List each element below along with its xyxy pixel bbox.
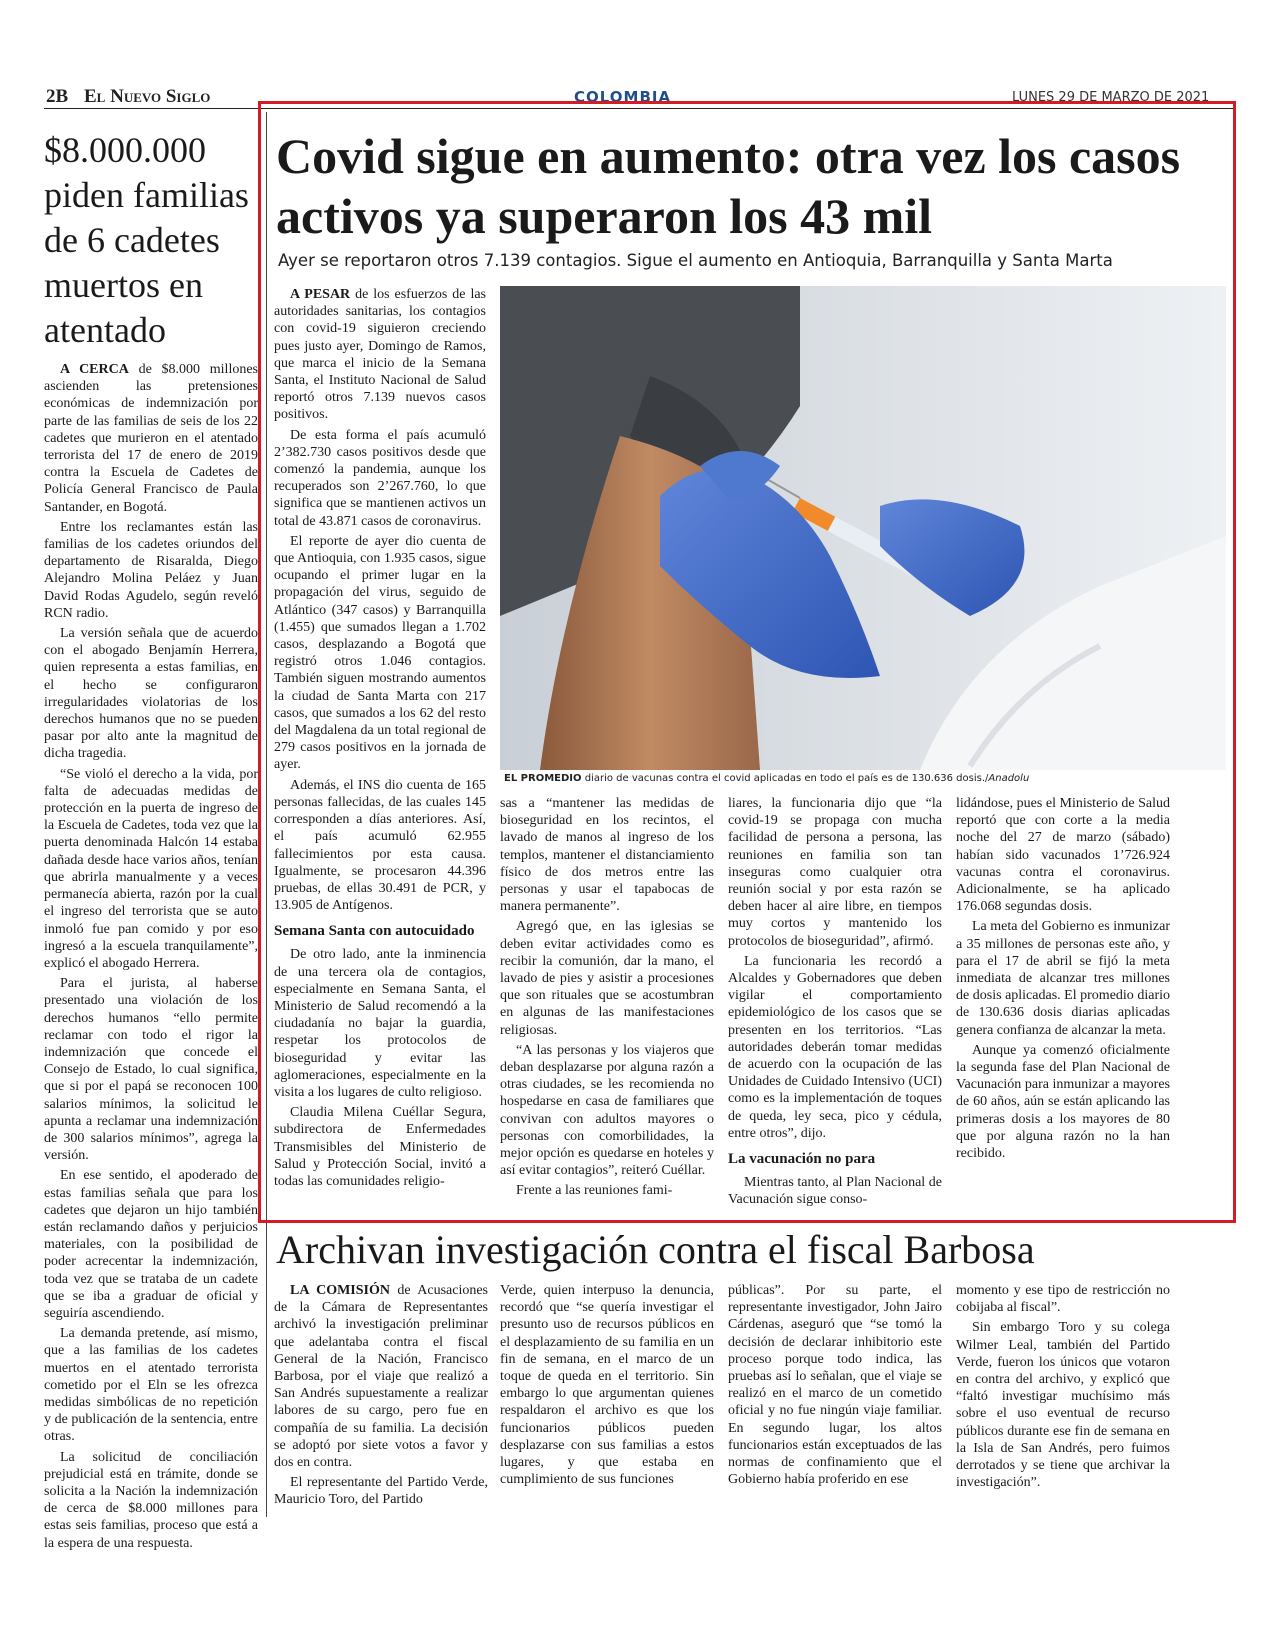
vaccination-photo — [500, 286, 1226, 770]
bottom-paragraph: El representante del Partido Verde, Mauricio Toro, del Partido — [274, 1475, 488, 1508]
subhead-vacunacion: La vacunación no para — [728, 1151, 876, 1168]
bottom-headline: Archivan investigación contra el fiscal Barbosa — [276, 1227, 1035, 1272]
main-paragraph: Frente a las reuniones fami- — [516, 1183, 673, 1199]
main-col-2 — [500, 795, 714, 1203]
main-paragraph: Claudia Milena Cuéllar Segura, subdirectora de Enfermedades Transmisibles del Ministerio de Salud y Protección Social, invitó a todas las comunidades religio- — [274, 1105, 486, 1189]
photo-credit: Anadolu — [988, 773, 1030, 784]
bottom-col-2 — [500, 1282, 714, 1491]
left-paragraph: En ese sentido, el apoderado de estas familias señala que para los cadetes que dejaron un hijo también están reclamando daños y perjuicios materiales, con la posibilidad de poder acrecentar la indemnización, toda vez que se trataba de un cadete que se iba a graduar de oficial y seguiría ascendiendo. — [44, 1168, 258, 1321]
bottom-col-1 — [274, 1282, 488, 1512]
bottom-paragraph: públicas”. Por su parte, el representante investigador, John Jairo Cárdenas, aseguró que “se tomó la decisión de declarar inhibitorio este proceso porque todo indica, las pruebas así lo señalan, que el viaje se realizó en el marco de un cometido oficial y no fue ningún viaje familiar. En segundo lugar, los altos funcionarios están exceptuados de las normas de confinamiento que el Gobierno había proferido en ese — [728, 1283, 942, 1488]
bottom-col-4 — [956, 1282, 1170, 1494]
left-paragraph: de $8.000 millones ascienden las pretensiones económicas de indemnización por parte de las familias de seis de los 22 cadetes que murieron en el atentado terrorista del 17 de enero de 2019 contra la Escuela de Cadetes de Policía General Francisco de Paula Santander, en Bogotá. — [44, 362, 258, 515]
main-deck: Ayer se reportaron otros 7.139 contagios. Sigue el aumento en Antioquia, Barranquilla y Santa Marta — [278, 251, 1113, 270]
main-paragraph: Aunque ya comenzó oficialmente la segunda fase del Plan Nacional de Vacunación para inmunizar a mayores de 60 años, aún se están aplicando las primeras dosis a los mayores de 80 que por alguna razón no la han recibido. — [956, 1042, 1170, 1162]
main-paragraph: La meta del Gobierno es inmunizar a 35 millones de personas este año, y para el 17 de abril se fijó la meta inmediata de alcanzar tres millones de dosis aplicadas. El promedio diario de 130.636 dosis diarias aplicadas genera confianza de alcanzar la meta. — [956, 919, 1170, 1038]
left-paragraph: La versión señala que de acuerdo con el abogado Benjamín Herrera, quien representa a estas familias, en el hecho se configuraron irregularidades violatorias de los derechos humanos que no se pueden pasar por alto ante la magnitud de dicha tragedia. — [44, 626, 258, 762]
left-paragraph: La solicitud de conciliación prejudicial está en trámite, donde se solicita a la Nación la indemnización de cerca de $8.000 millones para estas seis familias, proceso que está a la espera de una respuesta. — [44, 1449, 258, 1551]
main-paragraph: Mientras tanto, al Plan Nacional de Vacunación sigue conso- — [728, 1175, 942, 1208]
main-col-3 — [728, 795, 942, 1211]
dateline: LUNES 29 DE MARZO DE 2021 — [1012, 90, 1210, 105]
subhead-semana-santa: Semana Santa con autocuidado — [274, 923, 475, 940]
bottom-col-3 — [728, 1282, 942, 1491]
photo-caption — [504, 773, 1226, 784]
bottom-paragraph: de Acusaciones de la Cámara de Representantes archivó la investigación preliminar que adelantaba contra el fiscal General de la Nación, Francisco Barbosa, por el viaje que realizó a San Andrés supuestamente a realizar labores de su cargo, pero fue en compañía de su familia. La decisión se adoptó por siete votos a favor y dos en contra. — [274, 1283, 488, 1471]
left-paragraph: La demanda pretende, así mismo, que a las familias de los cadetes muertos en el atentado terrorista cometido por el Eln se les ofrezca medidas simbólicas de no repetición y de publicación de la sentencia, entre otras. — [44, 1326, 258, 1445]
main-paragraph: sas a “mantener las medidas de bioseguridad en los recintos, el lavado de manos al ingreso de los templos, mantener el distanciamiento físico de dos metros entre las personas y usar el tapabocas de manera permanente”. — [500, 796, 714, 915]
caption-text: diario de vacunas contra el covid aplicadas en todo el país es de 130.636 dosis./ — [581, 773, 989, 784]
main-paragraph: Agregó que, en las iglesias se deben evitar actividades como es recibir la comunión, dar la mano, el lavado de pies y asistir a procesiones que son rituales que se acostumbran en algunas de las manifestaciones religiosas. — [500, 919, 714, 1038]
main-paragraph: El reporte de ayer dio cuenta de que Antioquia, con 1.935 casos, sigue ocupando el primer lugar en la propagación del virus, seguido de Atlántico (347 casos) y Barranquilla (1.455) que sumados llegan a 1.702 casos, desplazando a Bogotá que registró otros 1.046 contagios. También siguen mostrando aumentos la ciudad de Santa Marta con 217 casos, que sumados a los 62 del resto del Magdalena da un total regional de 279 casos positivos en la jornada de ayer. — [274, 533, 486, 773]
main-kicker: A PESAR — [290, 287, 351, 302]
main-paragraph: De otro lado, ante la inminencia de una tercera ola de contagios, especialmente en Semana Santa, el Ministerio de Salud recomendó a la ciudadanía no bajar la guardia, respetar los protocolos de bioseguridad y evitar las aglomeraciones, especialmente en la visita a los lugares de culto religioso. — [274, 947, 486, 1100]
left-body — [44, 361, 258, 1552]
main-paragraph: De esta forma el país acumuló 2’382.730 casos positivos desde que comenzó la pandemia, aunque los recuperados son 2’267.760, lo que significa que se mantienen activos un total de 43.871 casos de coronavirus. — [274, 427, 486, 529]
section-label: COLOMBIA — [574, 88, 672, 106]
left-kicker: A CERCA — [60, 362, 129, 377]
left-paragraph: Entre los reclamantes están las familias de los cadetes oriundos del departamento de Risaralda, Diego Alejandro Molina Peláez y Juan David Rodas Agudelo, según reveló RCN radio. — [44, 519, 258, 621]
main-paragraph: “A las personas y los viajeros que deban desplazarse por alguna razón a otras ciudades, se les recomienda no hospedarse en casa de familiares que convivan con adultos mayores o personas con comorbilidades, la mejor opción es quedarse en hoteles y así evitar contagios”, reiteró Cuéllar. — [500, 1042, 714, 1179]
left-headline: $8.000.000 piden familias de 6 cadetes muertos en atentado — [44, 130, 249, 350]
main-paragraph: Además, el INS dio cuenta de 165 personas fallecidas, de las cuales 145 corresponden a días anteriores. Así, el país acumuló 62.955 fallecimientos por esta causa. Igualmente, se procesaron 44.396 pruebas, de ellas 30.491 de PCR, y 13.905 de Antígenos. — [274, 777, 486, 914]
page-number: 2B — [46, 86, 69, 107]
main-paragraph: La funcionaria les recordó a Alcaldes y Gobernadores que deben vigilar el comportamiento epidemiológico de los casos que se presenten en los territorios. “Las autoridades deberán tomar medidas de acuerdo con la ocupación de las Unidades de Cuidado Intensivo (UCI) como es la implementación de toques de queda, ley seca, pico y cédula, entre otros”, dijo. — [728, 953, 942, 1141]
left-paragraph: “Se violó el derecho a la vida, por falta de adecuadas medidas de protección en la puerta de ingreso de la Escuela de Cadetes, toda vez que la puerta denominada Halcón 14 estaba dañada desde hace varios años, tenían que abrirla manualmente y a veces permanecía abierta, razón por la cual el ingreso del terrorista que se auto inmoló fue pan comido y por eso ingresó a la escuela tranquilamente”, explicó el abogado Herrera. — [44, 766, 258, 971]
main-paragraph: de los esfuerzos de las autoridades sanitarias, los contagios con covid-19 siguieron creciendo pues justo ayer, Domingo de Ramos, que marca el inicio de la Semana Santa, el Instituto Nacional de Salud reportó otros 7.139 nuevos casos positivos. — [274, 287, 486, 423]
bottom-paragraph: momento y ese tipo de restricción no cobijaba al fiscal”. — [956, 1283, 1170, 1316]
main-headline: Covid sigue en aumento: otra vez los casos activos ya superaron los 43 mil — [276, 128, 1181, 244]
main-paragraph: liares, la funcionaria dijo que “la covid-19 se propaga con mucha facilidad de persona a persona, las reuniones en familia son tan inseguras como cualquier otra reunión social y por esta razón se deben hacer al aire libre, en tiempos muy cortos y mantenido los protocolos de bioseguridad”, afirmó. — [728, 796, 942, 949]
publication-name: El Nuevo Siglo — [84, 86, 211, 107]
bottom-kicker: LA COMISIÓN — [290, 1283, 390, 1298]
left-paragraph: Para el jurista, al haberse presentado una violación de los derechos humanos “ello permite reclamar con todo el rigor la indemnización que concede el Consejo de Estado, lo cual significa, que si por el papá se reconocen 100 salarios mínimos, la solicitud le apunta a reclamar una indemnización de 300 salarios mínimos”, agrega la versión. — [44, 976, 258, 1164]
vaccination-illustration — [500, 286, 1226, 770]
main-col-1 — [274, 286, 486, 1193]
main-paragraph: lidándose, pues el Ministerio de Salud reportó que con corte a la media noche del 27 de marzo (sábado) habían sido vacunados 1’726.924 vacunas contra el coronavirus. Adicionalmente, se ha aplicado 176.068 segundas dosis. — [956, 796, 1170, 915]
bottom-paragraph: Sin embargo Toro y su colega Wilmer Leal, también del Partido Verde, fueron los únicos que votaron en contra del archivo, y explicó que “faltó investigar muchísimo más sobre el uso eventual de recurso públicos durante ese fin de semana en la Isla de San Andrés, pero fuimos derrotados y se tiene que archivar la investigación”. — [956, 1320, 1170, 1491]
left-story — [44, 128, 258, 1555]
caption-kicker: EL PROMEDIO — [504, 773, 582, 784]
bottom-paragraph: Verde, quien interpuso la denuncia, recordó que “se quería investigar el presunto uso de recursos públicos en el desplazamiento de su familia en un fin de semana, en el marco de un toque de queda en el territorio. Sin embargo lo que argumentan quienes respaldaron el archivo es que los funcionarios públicos pueden desplazarse con sus familias a estos lugares, y que estaba en cumplimiento de sus funciones — [500, 1283, 714, 1488]
main-col-4 — [956, 795, 1170, 1165]
